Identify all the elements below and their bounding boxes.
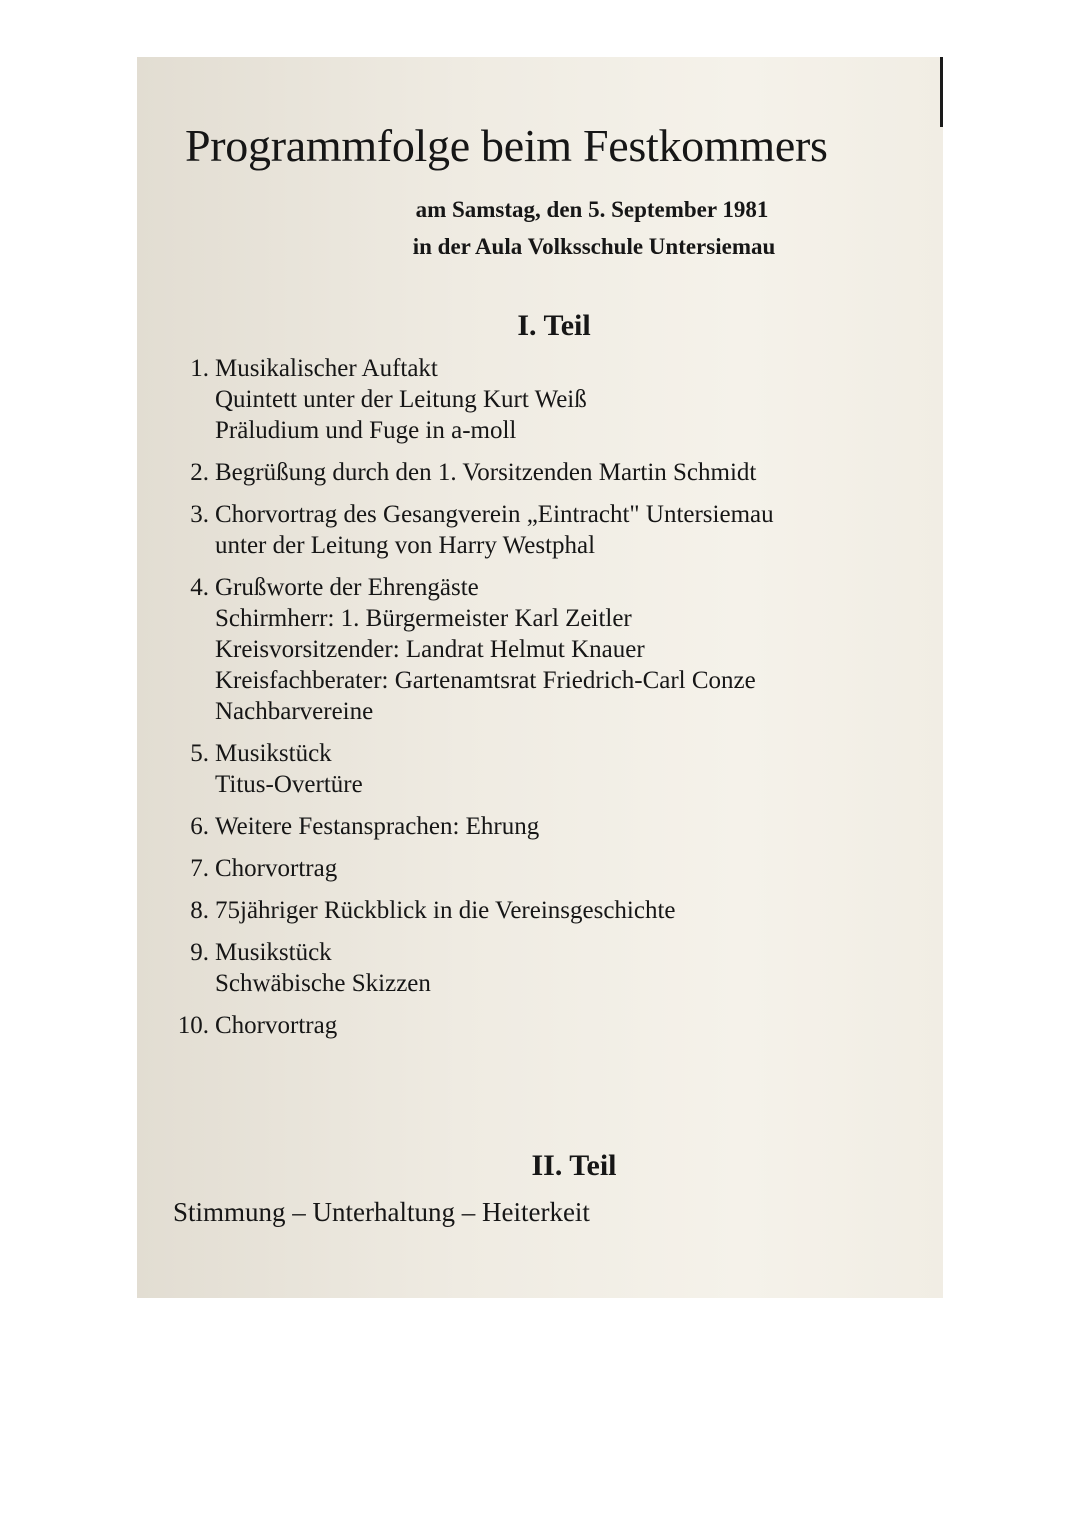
program-item bbox=[173, 853, 913, 884]
page-title: Programmfolge beim Festkommers bbox=[185, 120, 828, 171]
item-number: 4. bbox=[190, 574, 209, 601]
item-number: 10. bbox=[177, 1012, 209, 1039]
item-detail-line: Schirmherr: 1. Bürgermeister Karl Zeitler bbox=[215, 605, 632, 632]
item-detail-line: Quintett unter der Leitung Kurt Weiß bbox=[215, 386, 587, 413]
item-number: 8. bbox=[190, 897, 209, 924]
item-detail-line: Titus-Overtüre bbox=[215, 771, 363, 798]
program-item bbox=[173, 572, 913, 727]
item-title: Weitere Festansprachen: Ehrung bbox=[215, 813, 540, 840]
item-title: Musikstück bbox=[215, 740, 332, 767]
item-number: 6. bbox=[190, 813, 209, 840]
item-number: 3. bbox=[190, 501, 209, 528]
program-item bbox=[173, 895, 913, 926]
item-number: 1. bbox=[190, 355, 209, 382]
item-title: 75jähriger Rückblick in die Vereinsgeschichte bbox=[215, 897, 676, 924]
item-number: 5. bbox=[190, 740, 209, 767]
item-detail-line: Kreisvorsitzender: Landrat Helmut Knauer bbox=[215, 636, 645, 663]
part-one-heading: I. Teil bbox=[517, 309, 591, 342]
item-number: 9. bbox=[190, 939, 209, 966]
program-item bbox=[173, 811, 913, 842]
item-title: Chorvortrag bbox=[215, 855, 338, 882]
item-title: Musikstück bbox=[215, 939, 332, 966]
program-list bbox=[173, 353, 913, 1052]
program-item bbox=[173, 738, 913, 800]
part-two-text: Stimmung – Unterhaltung – Heiterkeit bbox=[173, 1197, 590, 1227]
part-two-heading: II. Teil bbox=[531, 1149, 617, 1182]
item-detail-line: Nachbarvereine bbox=[215, 698, 374, 725]
item-detail-line: unter der Leitung von Harry Westphal bbox=[215, 532, 596, 559]
program-item bbox=[173, 353, 913, 446]
program-item bbox=[173, 457, 913, 488]
item-number: 7. bbox=[190, 855, 209, 882]
program-item bbox=[173, 499, 913, 561]
item-detail-line: Schwäbische Skizzen bbox=[215, 970, 431, 997]
item-detail-line: Kreisfachberater: Gartenamtsrat Friedrich-Carl Conze bbox=[215, 667, 756, 694]
program-page bbox=[137, 57, 943, 1298]
item-number: 2. bbox=[190, 459, 209, 486]
item-detail-line: Präludium und Fuge in a-moll bbox=[215, 417, 517, 444]
item-title: Grußworte der Ehrengäste bbox=[215, 574, 479, 601]
program-item bbox=[173, 937, 913, 999]
document-photo bbox=[137, 57, 943, 1298]
date-line: am Samstag, den 5. September 1981 bbox=[415, 197, 769, 222]
item-title: Chorvortrag bbox=[215, 1012, 338, 1039]
item-title: Begrüßung durch den 1. Vorsitzenden Martin Schmidt bbox=[215, 459, 757, 486]
program-item bbox=[173, 1010, 913, 1041]
location-line: in der Aula Volksschule Untersiemau bbox=[412, 234, 776, 259]
item-title: Musikalischer Auftakt bbox=[215, 355, 438, 382]
item-title: Chorvortrag des Gesangverein „Eintracht" Untersiemau bbox=[215, 501, 774, 528]
